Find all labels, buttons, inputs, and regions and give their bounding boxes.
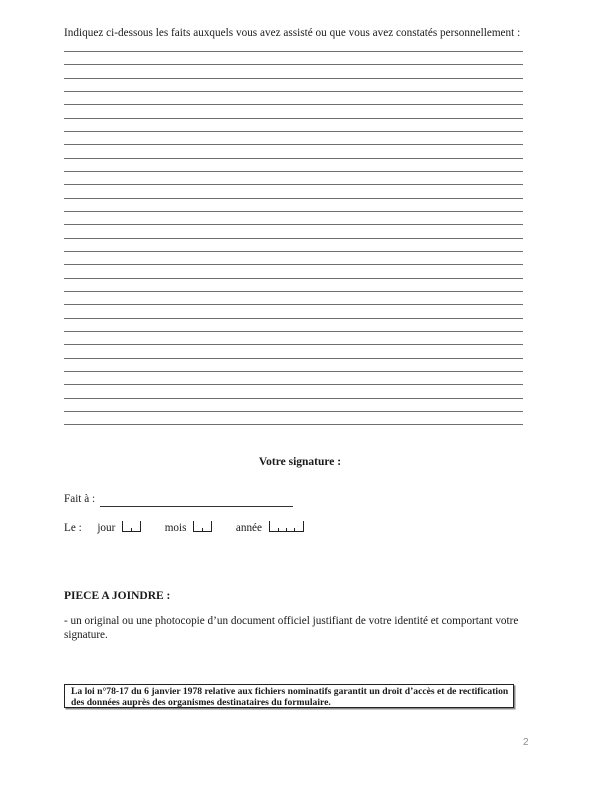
blank-line[interactable]	[64, 224, 523, 225]
blank-line[interactable]	[64, 331, 523, 332]
date-row	[64, 521, 304, 534]
blank-line[interactable]	[64, 198, 523, 199]
blank-line[interactable]	[64, 291, 523, 292]
facts-writing-area[interactable]	[64, 51, 523, 438]
blank-line[interactable]	[64, 384, 523, 385]
blank-line[interactable]	[64, 118, 523, 119]
blank-line[interactable]	[64, 131, 523, 132]
blank-line[interactable]	[64, 318, 523, 319]
blank-line[interactable]	[64, 51, 523, 52]
blank-line[interactable]	[64, 398, 523, 399]
blank-line[interactable]	[64, 104, 523, 105]
pieces-item: - un original ou une photocopie d’un document officiel justifiant de votre identité et comportant votre signature.	[64, 615, 519, 641]
mois-field[interactable]	[193, 521, 212, 532]
pieces-heading: PIECE A JOINDRE :	[64, 590, 171, 602]
law-notice-box	[64, 684, 514, 708]
blank-line[interactable]	[64, 344, 523, 345]
blank-line[interactable]	[64, 251, 523, 252]
blank-line[interactable]	[64, 371, 523, 372]
jour-label: jour	[97, 522, 116, 534]
blank-line[interactable]	[64, 184, 523, 185]
blank-line[interactable]	[64, 304, 523, 305]
jour-field[interactable]	[122, 521, 141, 532]
law-notice-line-1: La loi n°78-17 du 6 janvier 1978 relative aux fichiers nominatifs garantit un droit d’accès et de rectification	[71, 686, 509, 697]
fait-a-label: Fait à :	[64, 493, 96, 505]
page-number: 2	[523, 737, 529, 748]
facts-instruction: Indiquez ci-dessous les faits auxquels vous avez assisté ou que vous avez constatés personnellement :	[64, 27, 521, 39]
fait-a-field[interactable]	[100, 506, 293, 507]
law-notice-line-2: des données auprès des organismes destinataires du formulaire.	[71, 697, 331, 708]
blank-line[interactable]	[64, 158, 523, 159]
annee-field[interactable]	[269, 521, 304, 532]
date-label: Le :	[64, 522, 82, 534]
blank-line[interactable]	[64, 358, 523, 359]
mois-label: mois	[164, 522, 187, 534]
blank-line[interactable]	[64, 278, 523, 279]
blank-line[interactable]	[64, 144, 523, 145]
blank-line[interactable]	[64, 64, 523, 65]
blank-line[interactable]	[64, 78, 523, 79]
blank-line[interactable]	[64, 238, 523, 239]
blank-line[interactable]	[64, 91, 523, 92]
signature-heading: Votre signature :	[258, 456, 342, 468]
blank-line[interactable]	[64, 211, 523, 212]
blank-line[interactable]	[64, 424, 523, 425]
blank-line[interactable]	[64, 264, 523, 265]
blank-line[interactable]	[64, 411, 523, 412]
blank-line[interactable]	[64, 171, 523, 172]
annee-label: année	[235, 522, 262, 534]
